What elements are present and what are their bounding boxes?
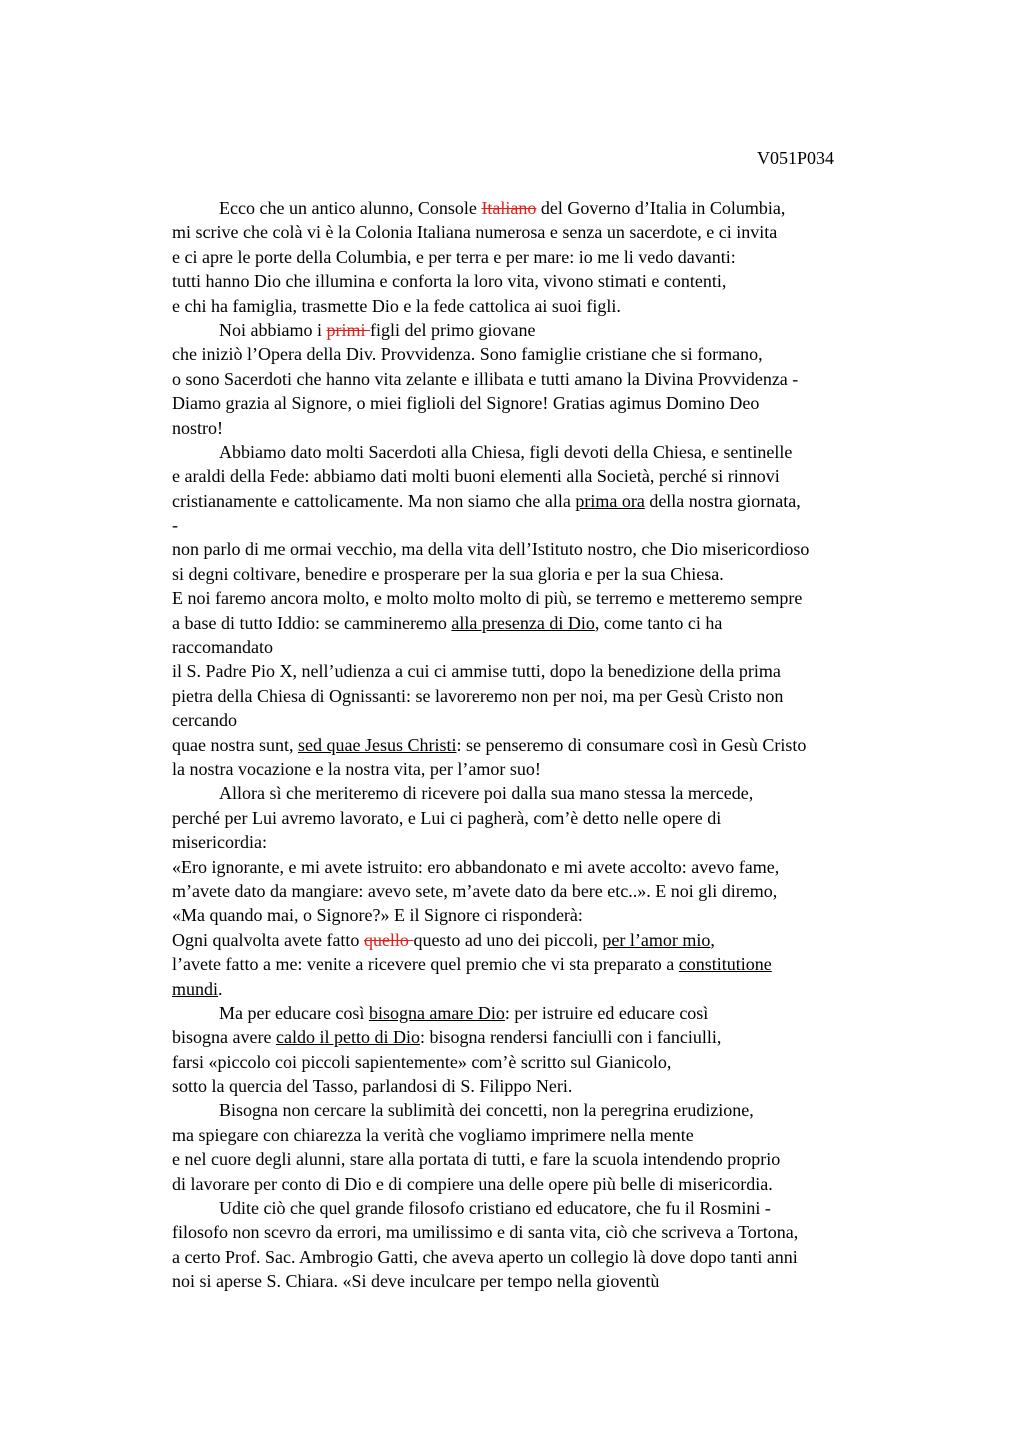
text-line <box>172 245 912 269</box>
underlined-text: bisogna amare Dio <box>368 1002 505 1023</box>
text-line <box>172 1196 912 1220</box>
text-line <box>172 1074 912 1098</box>
text-span: noi si aperse S. Chiara. «Si deve inculcare per tempo nella gioventù <box>172 1271 660 1292</box>
text-line <box>172 781 912 805</box>
text-span: questo ad uno dei piccoli, <box>413 929 603 950</box>
text-line <box>172 562 912 586</box>
underlined-text: constitutione <box>678 954 772 975</box>
text-line <box>172 1220 912 1244</box>
struck-text: quello <box>363 929 414 950</box>
text-span: Udite ciò che quel grande filosofo cristiano ed educatore, che fu il Rosmini - <box>219 1198 771 1219</box>
text-span: il S. Padre Pio X, nell’udienza a cui ci ammise tutti, dopo la benedizione della prima <box>172 661 781 682</box>
text-line <box>172 367 912 391</box>
text-line <box>172 416 912 440</box>
text-span: pietra della Chiesa di Ognissanti: se lavoreremo non per noi, ma per Gesù Cristo non <box>172 685 784 706</box>
text-line <box>172 489 912 513</box>
text-line <box>172 342 912 366</box>
text-line <box>172 440 912 464</box>
text-span: - <box>172 515 178 536</box>
text-span: del Governo d’Italia in Columbia, <box>536 198 786 218</box>
text-line <box>172 611 912 635</box>
text-line <box>172 1245 912 1269</box>
text-span: raccomandato <box>172 637 273 658</box>
text-line <box>172 1025 912 1049</box>
text-line <box>172 318 912 342</box>
text-line <box>172 1269 912 1293</box>
text-span: di lavorare per conto di Dio e di compiere una delle opere più belle di misericordia. <box>172 1173 773 1194</box>
text-span: . <box>218 978 223 999</box>
struck-text: Italiano <box>481 198 537 218</box>
text-span: E noi faremo ancora molto, e molto molto molto di più, se terremo e metteremo sempre <box>172 588 803 609</box>
text-line <box>172 586 912 610</box>
text-line <box>172 806 912 830</box>
text-span: Ma per educare così <box>219 1002 369 1023</box>
text-span: misericordia: <box>172 832 267 853</box>
underlined-text: caldo il petto di Dio <box>275 1027 420 1048</box>
text-line <box>172 196 912 220</box>
text-span: a base di tutto Iddio: se cammineremo <box>172 612 452 633</box>
text-span: mi scrive che colà vi è la Colonia Italiana numerosa e senza un sacerdote, e ci invita <box>172 222 778 243</box>
text-line <box>172 220 912 244</box>
text-span: si degni coltivare, benedire e prosperare per la sua gloria e per la sua Chiesa. <box>172 563 724 584</box>
text-span: e ci apre le porte della Columbia, e per terra e per mare: io me li vedo davanti: <box>172 246 736 267</box>
document-body <box>172 196 912 1294</box>
text-line <box>172 537 912 561</box>
text-line <box>172 855 912 879</box>
text-span: tutti hanno Dio che illumina e conforta la loro vita, vivono stimati e contenti, <box>172 271 727 292</box>
underlined-text: per l’amor mio <box>602 929 711 950</box>
text-span: sotto la quercia del Tasso, parlandosi di S. Filippo Neri. <box>172 1076 573 1097</box>
text-span: bisogna avere <box>172 1027 276 1048</box>
struck-text: primi <box>326 319 370 340</box>
underlined-text: sed quae Jesus Christi <box>297 734 457 755</box>
text-span: che iniziò l’Opera della Div. Provvidenza. Sono famiglie cristiane che si formano, <box>172 344 763 365</box>
text-span: Bisogna non cercare la sublimità dei concetti, non la peregrina erudizione, <box>219 1100 754 1121</box>
text-span: Allora sì che meriteremo di ricevere poi dalla sua mano stessa la mercede, <box>219 783 754 804</box>
text-span: nostro! <box>172 417 223 438</box>
text-span: Diamo grazia al Signore, o miei figlioli del Signore! Gratias agimus Domino Deo <box>172 393 760 414</box>
text-span: e chi ha famiglia, trasmette Dio e la fede cattolica ai suoi figli. <box>172 295 621 316</box>
text-line <box>172 684 912 708</box>
text-span: a certo Prof. Sac. Ambrogio Gatti, che aveva aperto un collegio là dove dopo tanti anni <box>172 1246 798 1267</box>
text-line <box>172 879 912 903</box>
text-span: Ogni qualvolta avete fatto <box>172 929 364 950</box>
text-span: filosofo non scevro da errori, ma umilissimo e di santa vita, ciò che scriveva a Tortona, <box>172 1222 799 1243</box>
text-line <box>172 464 912 488</box>
text-span: o sono Sacerdoti che hanno vita zelante e illibata e tutti amano la Divina Provvidenza - <box>172 368 799 389</box>
text-line <box>172 903 912 927</box>
text-span: l’avete fatto a me: venite a ricevere quel premio che vi sta preparato a <box>172 954 679 975</box>
text-span: e nel cuore degli alunni, stare alla portata di tutti, e fare la scuola intendendo proprio <box>172 1149 781 1170</box>
text-span: quae nostra sunt, <box>172 734 298 755</box>
text-line <box>172 1098 912 1122</box>
text-line <box>172 269 912 293</box>
text-line <box>172 1001 912 1025</box>
text-span: non parlo di me ormai vecchio, ma della vita dell’Istituto nostro, che Dio misericordioso <box>172 539 810 560</box>
text-line <box>172 1147 912 1171</box>
text-span: Abbiamo dato molti Sacerdoti alla Chiesa, figli devoti della Chiesa, e sentinelle <box>219 441 793 462</box>
page-id: V051P034 <box>757 148 835 168</box>
text-span: , come tanto ci ha <box>594 612 723 633</box>
text-line <box>172 830 912 854</box>
text-line <box>172 708 912 732</box>
text-span: m’avete dato da mangiare: avevo sete, m’avete dato da bere etc..». E noi gli diremo, <box>172 880 778 901</box>
text-line <box>172 294 912 318</box>
text-line <box>172 757 912 781</box>
text-line <box>172 513 912 537</box>
text-line <box>172 391 912 415</box>
text-span: «Ero ignorante, e mi avete istruito: ero abbandonato e mi avete accolto: avevo fame, <box>172 856 780 877</box>
text-line <box>172 1123 912 1147</box>
text-span: la nostra vocazione e la nostra vita, per l’amor suo! <box>172 758 541 779</box>
text-span: e araldi della Fede: abbiamo dati molti buoni elementi alla Società, perché si rinnovi <box>172 466 780 487</box>
text-span: della nostra giornata, <box>644 490 801 511</box>
text-span: Ecco che un antico alunno, Console <box>219 198 482 218</box>
text-span: : bisogna rendersi fanciulli con i fanciulli, <box>419 1027 722 1048</box>
text-span: perché per Lui avremo lavorato, e Lui ci pagherà, com’è detto nelle opere di <box>172 807 722 828</box>
text-line <box>172 733 912 757</box>
text-span: farsi «piccolo coi piccoli sapientemente» com’è scritto sul Gianicolo, <box>172 1051 672 1072</box>
text-span: Noi abbiamo i <box>219 319 327 340</box>
text-line <box>172 952 912 976</box>
text-span: : se penseremo di consumare così in Gesù Cristo <box>456 734 807 755</box>
text-span: «Ma quando mai, o Signore?» E il Signore ci risponderà: <box>172 905 583 926</box>
text-span: cristianamente e cattolicamente. Ma non siamo che alla <box>172 490 576 511</box>
text-line <box>172 659 912 683</box>
underlined-text: mundi <box>172 978 219 999</box>
text-line <box>172 635 912 659</box>
text-span: : per istruire ed educare così <box>504 1002 709 1023</box>
text-line <box>172 977 912 1001</box>
text-span: figli del primo giovane <box>369 319 536 340</box>
text-span: ma spiegare con chiarezza la verità che vogliamo imprimere nella mente <box>172 1124 694 1145</box>
text-line <box>172 1050 912 1074</box>
text-line <box>172 928 912 952</box>
text-span: cercando <box>172 710 237 731</box>
underlined-text: alla presenza di Dio <box>451 612 595 633</box>
underlined-text: prima ora <box>575 490 645 511</box>
text-span: , <box>710 929 715 950</box>
text-line <box>172 1172 912 1196</box>
